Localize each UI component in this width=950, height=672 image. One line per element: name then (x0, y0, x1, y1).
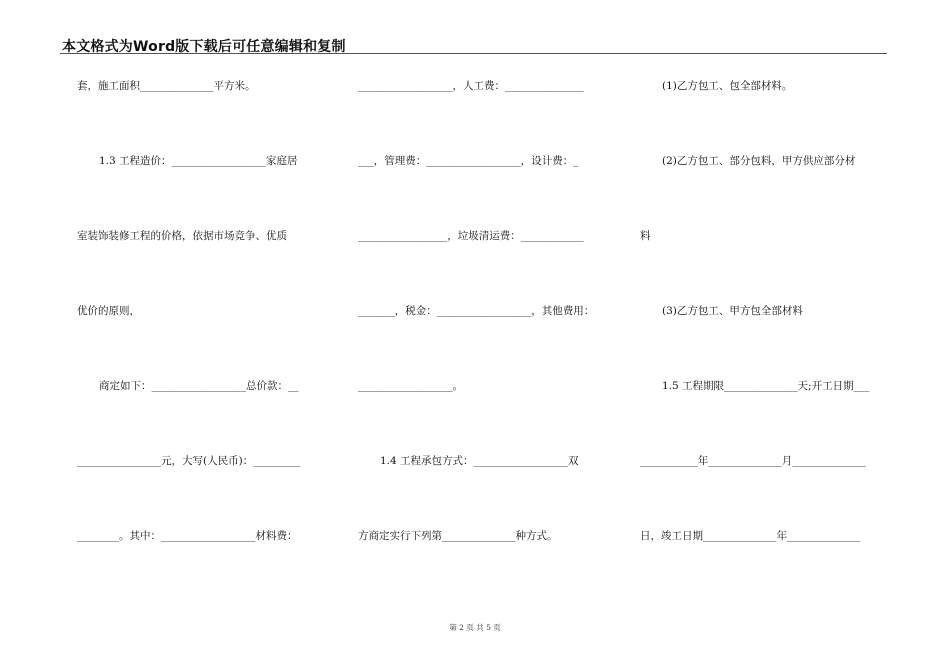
document-header-title: 本文格式为Word版下载后可任意编辑和复制 (62, 39, 346, 55)
col3-line-3: 料 (640, 230, 651, 242)
col2-line-3: _________________，垃圾清运费：____________ (358, 230, 584, 242)
col3-line-6: ___________年______________月______________ (640, 455, 866, 467)
col1-line-4: 优价的原则， (77, 305, 140, 317)
col2-line-5: __________________。 (358, 380, 463, 392)
header-divider (60, 53, 887, 54)
col3-line-5: 1.5 工程期限______________天;开工日期___ (662, 380, 870, 392)
col2-line-7: 方商定实行下列第______________种方式。 (358, 530, 558, 542)
col1-line-2: 1.3 工程造价：__________________家庭居 (99, 155, 298, 167)
col1-line-6: ________________元，大写(人民币)：_________ (77, 455, 301, 467)
col1-line-7: ________。其中：__________________材料费： (77, 530, 298, 542)
col3-line-7: 日，竣工日期______________年______________ (640, 530, 861, 542)
col2-line-2: ___，管理费：__________________，设计费：_ (358, 155, 579, 167)
col1-line-5: 商定如下：__________________总价款：__ (99, 380, 299, 392)
col3-line-2: (2)乙方包工、部分包料，甲方供应部分材 (662, 155, 856, 167)
col2-line-6: 1.4 工程承包方式：__________________双 (380, 455, 579, 467)
col3-line-1: (1)乙方包工、包全部材料。 (662, 80, 793, 92)
page-number-footer: 第 2 页 共 5 页 (449, 623, 501, 632)
col1-line-1: 套，施工面积______________平方米。 (77, 80, 256, 92)
col2-line-1: __________________，人工费：_______________ (358, 80, 584, 92)
col2-line-4: _______，税金：__________________，其他费用： (358, 305, 595, 317)
col3-line-4: (3)乙方包工、甲方包全部材料 (662, 305, 803, 317)
col1-line-3: 室装饰装修工程的价格，依据市场竞争、优质 (77, 230, 287, 242)
